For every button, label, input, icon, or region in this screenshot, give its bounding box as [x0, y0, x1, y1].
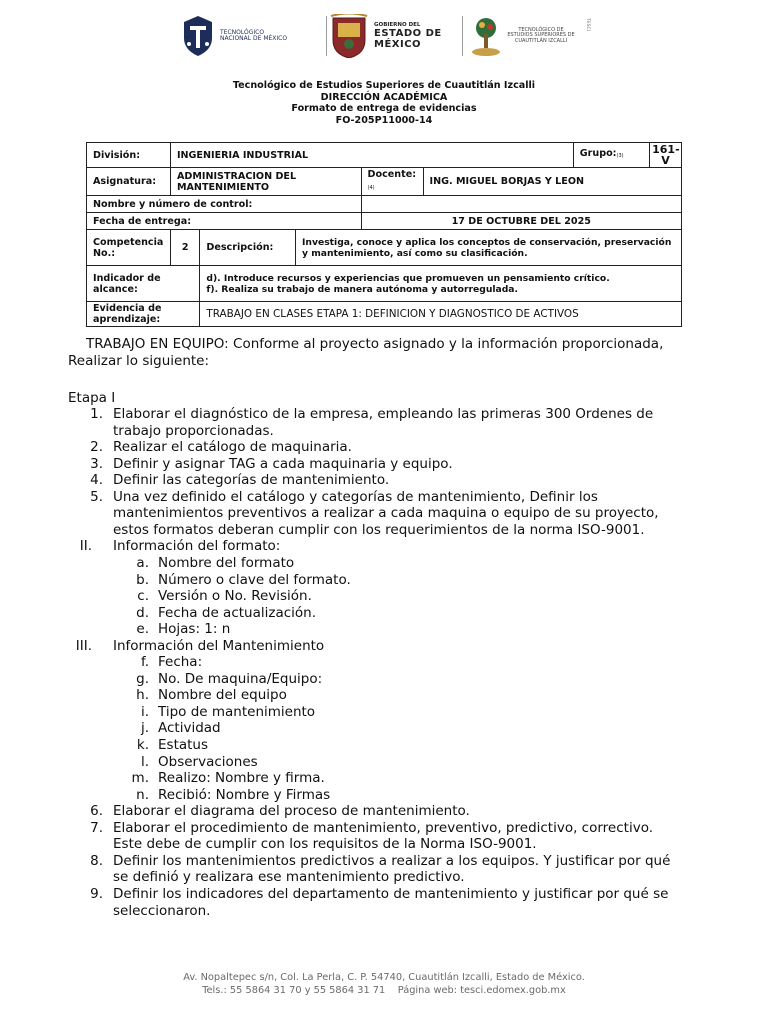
maint-item-text: Nombre del equipo	[158, 687, 287, 704]
indicador-label: Indicador de alcance:	[87, 266, 200, 302]
edomex-text-top: GOBIERNO DEL	[374, 22, 421, 28]
competencia-label: Competencia No.:	[87, 230, 171, 266]
section-ii-number: II.	[79, 538, 92, 555]
tesci-emblem-icon	[470, 14, 502, 58]
form-row-indicador	[87, 266, 682, 302]
section-iii-number: III.	[75, 637, 92, 654]
docente-label	[361, 168, 423, 196]
footer-address: Av. Nopaltepec s/n, Col. La Perla, C. P. 54740, Cuautitlán Izcalli, Estado de México.	[183, 972, 585, 983]
form-row-nombre	[87, 196, 682, 213]
maint-item-number: n.	[136, 786, 149, 803]
maint-item-text: Tipo de mantenimiento	[158, 703, 316, 720]
etapa-heading: Etapa I	[68, 390, 116, 406]
edomex-logo-text	[374, 22, 442, 50]
format-item-number: c.	[137, 588, 149, 605]
competencia-value: 2	[170, 230, 199, 266]
maint-item-number: j.	[140, 720, 149, 737]
list-item-number: 5.	[90, 488, 103, 505]
maint-item-text: Realizo: Nombre y firma.	[158, 770, 325, 787]
maint-item-text: Actividad	[158, 720, 221, 737]
docente-ref: (4)	[367, 185, 375, 191]
list-item-text: Elaborar el procedimiento de mantenimiento, preventivo, predictivo, correctivo.	[113, 819, 654, 836]
tesci-logo	[470, 12, 590, 60]
edomex-text-bottom: MÉXICO	[374, 39, 422, 50]
maint-item-number: l.	[140, 753, 149, 770]
list-item-text: Una vez definido el catálogo y categorías de mantenimiento, Definir los	[113, 488, 598, 505]
maint-item-text: No. De maquina/Equipo:	[158, 670, 323, 687]
form-row-division	[87, 143, 682, 168]
section-ii-text: Información del formato:	[113, 538, 281, 555]
list-item-text: se definió y realizara ese mantenimiento predictivo.	[113, 869, 465, 886]
division-value: INGENIERIA INDUSTRIAL	[170, 143, 573, 168]
maint-item-number: m.	[131, 770, 149, 787]
list-item-number: 1.	[90, 406, 103, 422]
list-item-text: seleccionaron.	[113, 902, 211, 919]
format-code: FO-205P11000-14	[335, 114, 433, 126]
list-item-text: Realizar el catálogo de maquinaria.	[113, 439, 352, 456]
tesci-logo-text: TECNOLÓGICO DE ESTUDIOS SUPERIORES DE CUAUTITLÁN IZCALLI	[507, 27, 575, 44]
list-item-text: Este debe de cumplir con los requisitos de la Norma ISO-9001.	[113, 836, 537, 853]
list-item-text: Definir los indicadores del departamento de mantenimiento y justificar por qué se	[113, 885, 669, 902]
list-item-text: estos formatos deberan cumplir con los requerimientos de la norma ISO-9001.	[113, 521, 645, 538]
format-item-text: Versión o No. Revisión.	[158, 588, 312, 605]
descripcion-label: Descripción:	[200, 230, 296, 266]
grupo-ref: (3)	[616, 153, 624, 159]
tecnm-emblem-icon	[180, 16, 216, 56]
indicador-value	[200, 266, 682, 302]
intro-paragraph	[68, 336, 688, 369]
list-item-number: 7.	[90, 819, 103, 836]
list-item-number: 4.	[90, 472, 103, 489]
maint-item-number: i.	[140, 703, 149, 720]
edomex-logo	[330, 12, 458, 60]
asignatura-value: ADMINISTRACION DEL MANTENIMIENTO	[170, 168, 361, 196]
list-item-text: Definir los mantenimientos predictivos a realizar a los equipos. Y justificar por qué	[113, 852, 671, 869]
edomex-shield-icon	[330, 14, 368, 58]
document-header	[0, 80, 768, 126]
form-row-fecha	[87, 213, 682, 230]
list-item-text: Definir y asignar TAG a cada maquinaria y equipo.	[113, 455, 453, 472]
tesci-vertical-text: TESCI	[585, 18, 590, 31]
list-item-text: Elaborar el diagrama del proceso de mantenimiento.	[113, 803, 470, 820]
form-row-competencia	[87, 230, 682, 266]
format-item-text: Hojas: 1: n	[158, 621, 231, 638]
form-row-evidencia	[87, 302, 682, 327]
docente-label-text: Docente:	[367, 169, 417, 180]
format-item-number: d.	[136, 604, 149, 621]
grupo-label	[573, 143, 649, 168]
tecnm-logo-text: TECNOLÓGICO NACIONAL DE MÉXICO	[220, 28, 288, 42]
logo-divider	[462, 16, 463, 56]
list-item-text: Definir las categorías de mantenimiento.	[113, 472, 390, 489]
list-item-number: 6.	[90, 803, 103, 820]
department-name: DIRECCIÓN ACADÉMICA	[320, 91, 448, 103]
logo-divider	[326, 16, 327, 56]
evidence-form-table	[86, 142, 682, 327]
list-item-number: 3.	[90, 455, 103, 472]
maint-item-text: Estatus	[158, 737, 209, 753]
format-item-text: Nombre del formato	[158, 554, 295, 571]
nombre-value[interactable]	[361, 196, 681, 213]
list-item-text: mantenimientos preventivos a realizar a cada maquina o equipo de su proyecto,	[113, 505, 659, 522]
list-item-number: 2.	[90, 439, 103, 456]
maint-item-number: f.	[140, 654, 149, 671]
format-item-number: b.	[136, 571, 149, 588]
maint-item-text: Observaciones	[158, 753, 258, 770]
descripcion-value: Investiga, conoce y aplica los conceptos de conservación, preservación y mantenimiento, así como su clasificación.	[296, 230, 682, 266]
tecnm-logo	[180, 12, 320, 60]
format-item-text: Número o clave del formato.	[158, 571, 351, 588]
list-item-number: 9.	[90, 885, 103, 902]
grupo-value: 161-V	[650, 143, 682, 168]
maint-item-number: k.	[136, 737, 149, 753]
section-iii-text: Información del Mantenimiento	[113, 637, 325, 654]
format-title: Formato de entrega de evidencias	[291, 103, 477, 115]
logo-bar	[0, 12, 768, 60]
list-item-text: Elaborar el diagnóstico de la empresa, empleando las primeras 300 Ordenes de	[113, 406, 654, 422]
evidencia-label: Evidencia de aprendizaje:	[87, 302, 200, 327]
division-label: División:	[87, 143, 171, 168]
page-footer	[0, 971, 768, 997]
format-item-text: Fecha de actualización.	[158, 604, 316, 621]
maint-item-text: Fecha:	[158, 654, 203, 671]
format-item-number: a.	[136, 554, 149, 571]
form-row-asignatura	[87, 168, 682, 196]
nombre-label: Nombre y número de control:	[87, 196, 362, 213]
indicador-d: d). Introduce recursos y experiencias que promueven un pensamiento crítico.	[206, 272, 610, 284]
asignatura-label: Asignatura:	[87, 168, 171, 196]
edomex-text-mid: ESTADO DE	[374, 28, 442, 39]
grupo-label-text: Grupo:	[579, 148, 617, 159]
format-item-number: e.	[136, 621, 149, 638]
list-item-text: trabajo proporcionadas.	[113, 422, 274, 439]
maint-item-number: h.	[136, 687, 149, 704]
fecha-value: 17 DE OCTUBRE DEL 2025	[361, 213, 681, 230]
intro-text: TRABAJO EN EQUIPO: Conforme al proyecto asignado y la información proporcionada, Realizar lo siguiente:	[68, 336, 664, 369]
maint-item-number: g.	[136, 670, 149, 687]
list-item-number: 8.	[90, 852, 103, 869]
maint-item-text: Recibió: Nombre y Firmas	[158, 786, 331, 803]
indicador-f: f). Realiza su trabajo de manera autónoma y autorregulada.	[206, 283, 518, 295]
footer-contact: Tels.: 55 5864 31 70 y 55 5864 31 71 Página web: tesci.edomex.gob.mx	[202, 985, 566, 996]
fecha-label: Fecha de entrega:	[87, 213, 362, 230]
evidencia-value: TRABAJO EN CLASES ETAPA 1: DEFINICION Y DIAGNOSTICO DE ACTIVOS	[200, 302, 682, 327]
docente-value: ING. MIGUEL BORJAS Y LEON	[423, 168, 681, 196]
institution-name: Tecnológico de Estudios Superiores de Cuautitlán Izcalli	[232, 80, 536, 91]
